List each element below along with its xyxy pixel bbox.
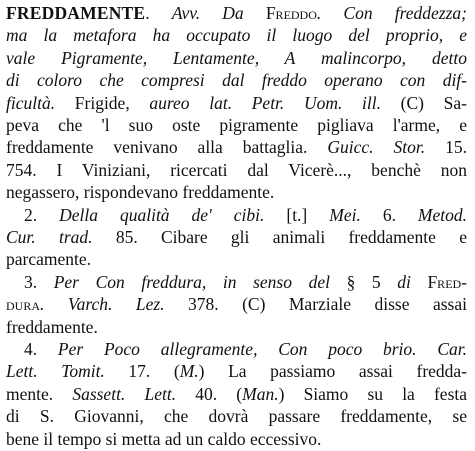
- entry-text: Lett. Tomit.: [6, 361, 105, 382]
- entry-line: [6, 158, 467, 182]
- entry-text: Della qualità de' cibi.: [59, 204, 265, 225]
- entry-text: 6.: [360, 204, 418, 225]
- entry-line: [6, 91, 467, 115]
- entry-line: [6, 23, 467, 47]
- entry-text: Guicc. Stor.: [327, 137, 426, 158]
- entry-line: [6, 247, 467, 271]
- entry-text: Per Poco allegramente, Con poco brio. Car.: [57, 339, 468, 359]
- entry-line: [24, 270, 467, 294]
- entry-text: . Con freddezza;: [316, 3, 467, 23]
- entry-text: 85. Cibare gli animali freddamente e: [92, 227, 467, 247]
- entry-text: Metod.: [417, 204, 468, 225]
- entry-text: Sassett. Lett.: [72, 383, 177, 404]
- entry-text: ) La passiamo assai fredda-: [198, 361, 468, 382]
- entry-line: [6, 46, 467, 70]
- entry-text: 3.: [24, 271, 54, 292]
- entry-text: mente.: [6, 383, 73, 404]
- entry-text: peva che 'l suo oste pigramente pigliava l'arme, e: [6, 115, 467, 135]
- entry-text: 378. (C) Marziale disse assai: [164, 294, 467, 315]
- entry-text: Avv. Da: [171, 3, 266, 23]
- entry-text: [t.]: [264, 204, 330, 225]
- entry-text: Per Con freddura, in senso del: [53, 271, 347, 292]
- entry-text: di: [397, 271, 428, 292]
- entry-line: [6, 180, 467, 204]
- entry-line: [24, 337, 467, 361]
- entry-line: [6, 1, 467, 25]
- entry-text: freddamente.: [6, 316, 98, 337]
- entry-text: bene il tempo si metta ad un caldo eccessivo.: [6, 428, 322, 449]
- entry-text: 17. (: [104, 361, 180, 382]
- entry-text: M.: [179, 361, 199, 382]
- entry-line: [6, 68, 467, 92]
- entry-line: [6, 292, 467, 316]
- entry-line: [6, 225, 467, 249]
- entry-line: [6, 404, 467, 428]
- entry-text: . Varch. Lez.: [40, 294, 165, 315]
- entry-text: ficultà.: [6, 92, 75, 113]
- entry-text: .: [145, 3, 172, 23]
- entry-text: di S. Giovanni, che dovrà passare freddamente, se: [6, 406, 467, 427]
- entry-text: ) Siamo su la festa: [278, 383, 468, 404]
- entry-text: Man.: [242, 383, 279, 404]
- entry-text: di coloro che compresi dal freddo operano con dif-: [6, 70, 467, 91]
- entry-text: 2.: [24, 204, 60, 225]
- entry-line: [6, 427, 467, 451]
- entry-text: Frigide,: [74, 92, 150, 113]
- headword: FREDDAMENTE: [6, 3, 146, 23]
- entry-text: 4.: [24, 339, 58, 359]
- entry-text: vale Pigramente, Lentamente, A malincorpo, detto: [6, 47, 467, 68]
- entry-text: aureo lat. Petr. Uom. ill.: [149, 92, 401, 113]
- entry-text: Cur. trad.: [6, 227, 93, 247]
- entry-text: (C) Sa-: [400, 92, 467, 113]
- entry-text: 15.: [425, 137, 467, 158]
- entry-text: ma la metafora ha occupato il luogo del proprio, e: [6, 25, 467, 46]
- entry-text: 40. (: [176, 383, 243, 404]
- entry-text: parcamente.: [6, 249, 92, 270]
- entry-text: Freddo: [265, 3, 317, 23]
- entry-text: 754. I Viniziani, ricercati dal Vicerè..., benchè non: [6, 159, 467, 180]
- entry-text: negassero, rispondevano freddamente.: [6, 182, 275, 203]
- entry-text: § 5: [346, 271, 398, 292]
- entry-text: Fred-: [427, 271, 468, 292]
- entry-text: freddamente venivano alla battaglia.: [6, 137, 328, 158]
- entry-line: [6, 359, 467, 383]
- entry-line: [6, 315, 467, 339]
- entry-line: [6, 113, 467, 137]
- entry-line: [6, 382, 467, 406]
- entry-line: [6, 135, 467, 159]
- entry-line: [24, 203, 467, 227]
- entry-text: dura: [6, 294, 41, 315]
- entry-text: Mei.: [329, 204, 361, 225]
